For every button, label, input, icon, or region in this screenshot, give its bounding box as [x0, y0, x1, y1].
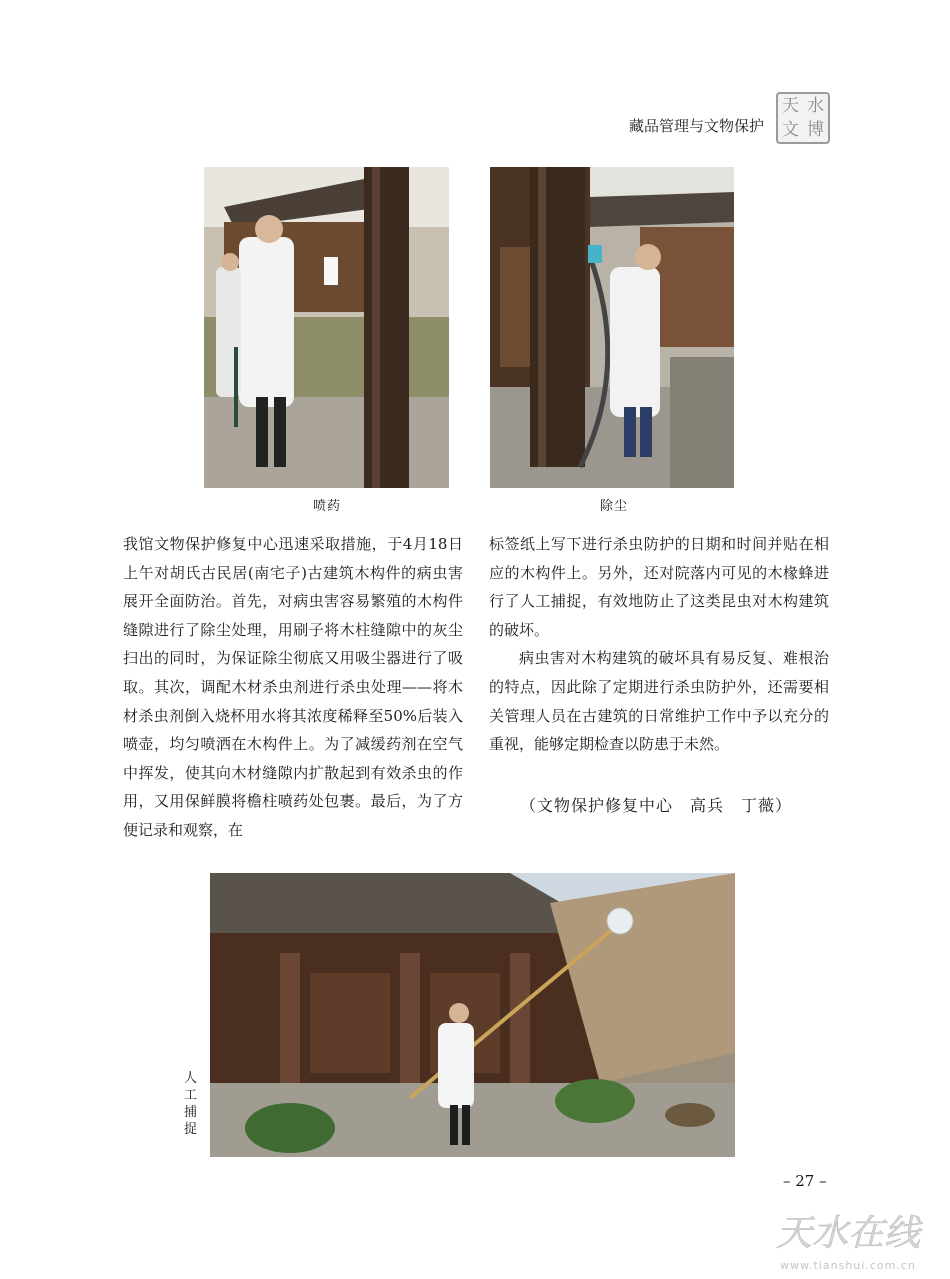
spraying-photo: [204, 167, 449, 488]
publication-seal-logo: 天 水 文 博: [776, 92, 830, 144]
body-paragraph: 标签纸上写下进行杀虫防护的日期和时间并贴在相应的木构件上。另外，还对院落内可见的木椽蜂进行了人工捕捉，有效地防止了这类昆虫对木构建筑的破坏。: [489, 535, 829, 639]
body-paragraph: 病虫害对木构建筑的破坏具有易反复、难根治的特点，因此除了定期进行杀虫防护外，还需要相关管理人员在古建筑的日常维护工作中予以充分的重视，能够定期检查以防患于未然。: [489, 649, 829, 754]
watermark-logo: [770, 1205, 945, 1275]
caption-dusting: 除尘: [600, 499, 629, 514]
left-text-column: [123, 530, 463, 845]
svg-text:www.tianshui.com.cn: www.tianshui.com.cn: [780, 1259, 916, 1272]
insect-catching-photo: [210, 873, 735, 1157]
section-title: 藏品管理与文物保护: [628, 117, 764, 135]
svg-text:天水在线: 天水在线: [776, 1213, 921, 1254]
dusting-photo: [490, 167, 734, 488]
caption-spraying: 喷药: [313, 499, 342, 514]
right-text-column: [489, 530, 829, 759]
page-number: – 27 –: [783, 1172, 827, 1190]
body-paragraph: 我馆文物保护修复中心迅速采取措施，于4月18日上午对胡氏古民居(南宅子)古建筑木构件的病虫害展开全面防治。首先，对病虫害容易繁殖的木构件缝隙进行了除尘处理，用刷子将木柱缝隙中的灰尘扫出的同时，为保证除尘彻底又用吸尘器进行了吸取。其次，调配木材杀虫剂进行杀虫处理——将木材杀虫剂倒入烧杯用水将其浓度稀释至50%后装入喷壶，均匀喷洒在木构件上。为了减缓药剂在空气中挥发，使其向木材缝隙内扩散起到有效杀虫的作用，又用保鲜膜将檐柱喷药处包裹。最后，为了方便记录和观察，在: [123, 535, 463, 839]
author-signature: （文物保护修复中心 高兵 丁薇）: [520, 796, 793, 815]
caption-insect-catching: 人工捕捉: [184, 1071, 198, 1137]
